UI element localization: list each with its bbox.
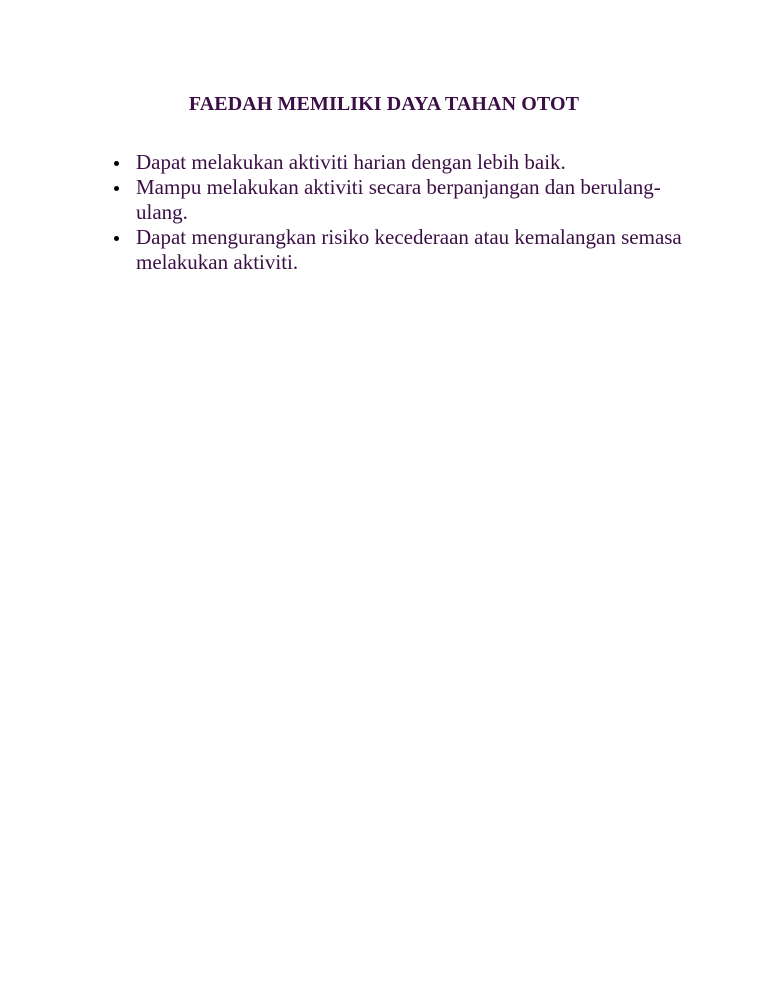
list-item-text: Mampu melakukan aktiviti secara berpanjangan dan berulang-ulang.	[136, 175, 661, 224]
list-item	[112, 150, 712, 175]
list-item-text: Dapat mengurangkan risiko kecederaan atau kemalangan semasa melakukan aktiviti.	[136, 225, 682, 274]
bullet-icon	[114, 236, 119, 241]
list-item	[112, 175, 712, 225]
benefits-list	[112, 150, 712, 275]
bullet-icon	[114, 186, 119, 191]
list-item	[112, 225, 712, 275]
list-item-text: Dapat melakukan aktiviti harian dengan lebih baik.	[136, 150, 566, 174]
bullet-icon	[114, 161, 119, 166]
document-title: FAEDAH MEMILIKI DAYA TAHAN OTOT	[188, 93, 580, 115]
